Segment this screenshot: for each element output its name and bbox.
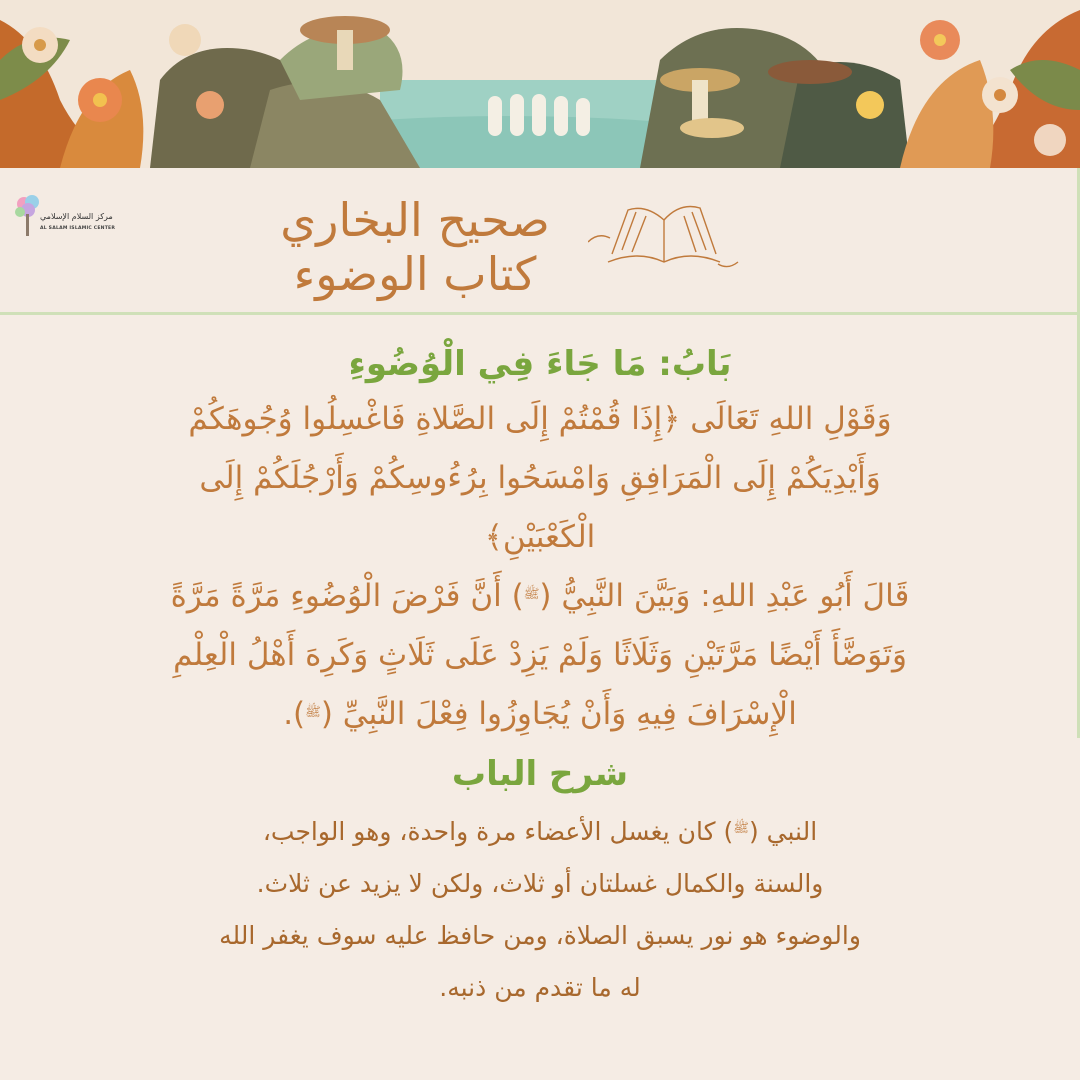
explanation-line-2: والسنة والكمال غسلتان أو ثلاث، ولكن لا يزيد عن ثلاث.: [256, 869, 824, 898]
book-title: صحيح البخاري: [280, 193, 550, 247]
book-subtitle: كتاب الوضوء: [293, 247, 537, 301]
hadith-line-4-part-a: قَالَ أَبُو عَبْدِ اللهِ: وَبَيَّنَ النَّبِيُّ (: [539, 578, 910, 614]
chapter-heading: بَابُ: مَا جَاءَ فِي الْوُضُوءِ: [348, 344, 732, 384]
hadith-line-2: وَأَيْدِيَكُمْ إِلَى الْمَرَافِقِ وَامْسَحُوا بِرُءُوسِكُمْ وَأَرْجُلَكُمْ إِلَى: [199, 460, 881, 496]
hadith-line-1: وَقَوْلِ اللهِ تَعَالَى ﴿إِذَا قُمْتُمْ إِلَى الصَّلاةِ فَاغْسِلُوا وُجُوهَكُمْ: [188, 401, 892, 437]
landscape-illustration-icon: [0, 0, 1080, 168]
explanation-line-1-part-b: ) كان يغسل الأعضاء مرة واحدة، وهو الواجب،: [262, 817, 734, 846]
hadith-line-3: الْكَعْبَيْنِ﴾: [484, 519, 596, 555]
banner-illustration: [0, 0, 1080, 168]
logo-arabic-name: مركز السلام الإسلامي: [40, 212, 113, 221]
explanation-heading: شرح الباب: [451, 754, 629, 794]
hadith-line-6-part-a: الْإِسْرَافَ فِيهِ وَأَنْ يُجَاوِزُوا فِعْلَ النَّبِيِّ (: [320, 696, 797, 732]
main-content: [30, 338, 1050, 1014]
logo-english-name: AL SALAM ISLAMIC CENTER: [40, 226, 116, 231]
explanation-line-1-part-a: النبي (: [748, 817, 818, 846]
explanation-line-1: [30, 806, 1050, 858]
header-divider: [0, 312, 1080, 315]
open-book-icon: [588, 192, 740, 278]
hadith-line-6-part-b: ).: [283, 696, 306, 732]
salawat-mark: ﷺ: [523, 587, 540, 602]
hadith-line-6: [30, 685, 1050, 744]
hadith-line-4: [30, 567, 1050, 626]
center-logo: [10, 190, 120, 250]
salawat-mark: ﷺ: [305, 705, 321, 720]
explanation-line-4: له ما تقدم من ذنبه.: [439, 973, 641, 1002]
hadith-line-4-part-b: ) أَنَّ فَرْضَ الْوُضُوءِ مَرَّةً مَرَّةً: [170, 578, 524, 614]
salawat-mark: ﷺ: [733, 821, 749, 836]
hadith-line-5: وَتَوَضَّأَ أَيْضًا مَرَّتَيْنِ وَثَلَاثًا وَلَمْ يَزِدْ عَلَى ثَلَاثٍ وَكَرِهَ أَهْلُ الْعِلْمِ: [173, 637, 907, 673]
explanation-line-3: والوضوء هو نور يسبق الصلاة، ومن حافظ عليه سوف يغفر الله: [219, 921, 861, 950]
